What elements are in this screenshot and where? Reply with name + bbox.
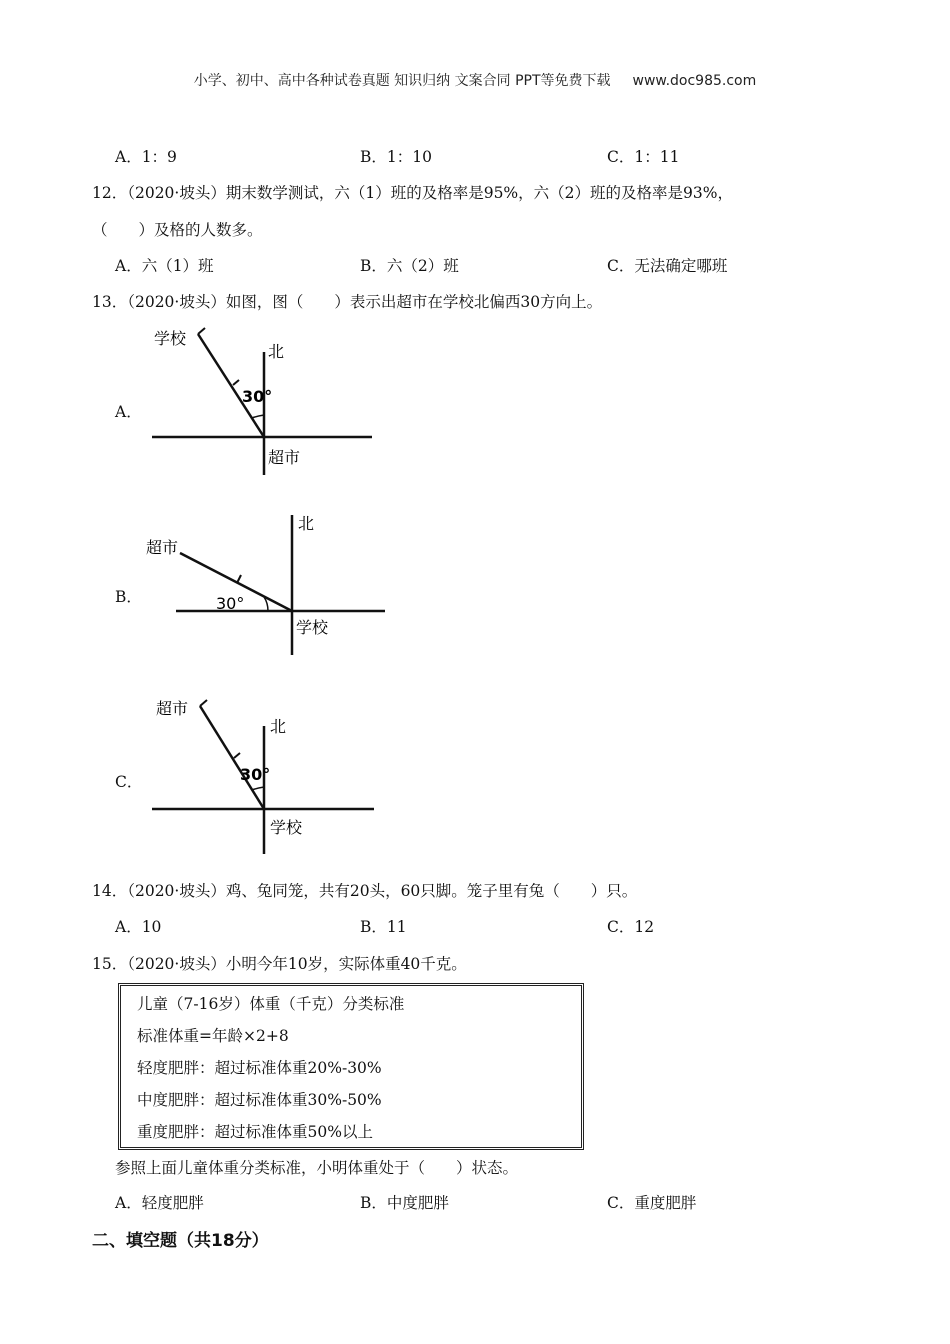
fig-a-ray-tick xyxy=(198,328,205,334)
q15-stem: 15．（2020·坡头）小明今年10岁，实际体重40千克。 xyxy=(92,955,467,973)
q13-figure-b[interactable] xyxy=(140,505,390,665)
section-title: 二、填空题（共18分） xyxy=(92,1231,269,1251)
table-line-title: 儿童（7-16岁）体重（千克）分类标准 xyxy=(137,995,405,1013)
fig-a-direction-ray xyxy=(198,334,264,437)
fig-b-north-label: 北 xyxy=(298,514,315,533)
fig-a-north-label: 北 xyxy=(268,342,285,361)
fig-b-origin-label: 学校 xyxy=(296,618,329,637)
fig-a-end-label: 学校 xyxy=(154,329,187,348)
fig-c-ray-tick xyxy=(200,700,207,706)
table-line-standard: 标准体重=年龄×2+8 xyxy=(137,1027,289,1045)
q11-option-a[interactable]: A．1：9 xyxy=(115,148,177,166)
fig-a-origin-label: 超市 xyxy=(268,448,301,467)
fig-c-ray-mark xyxy=(234,753,240,758)
q13-option-b-label[interactable]: B． xyxy=(115,588,142,606)
fig-a-angle-label: 30° xyxy=(242,387,273,406)
fig-a-ray-mark xyxy=(233,380,239,385)
q14-option-a[interactable]: A．10 xyxy=(115,918,162,936)
fig-c-origin-label: 学校 xyxy=(270,818,303,837)
header-text: 小学、初中、高中各种试卷真题 知识归纳 文案合同 PPT等免费下载 xyxy=(193,73,611,89)
q12-stem-line2: （ ）及格的人数多。 xyxy=(92,221,263,239)
fig-c-end-label: 超市 xyxy=(156,699,189,718)
header-site: www.doc985.com xyxy=(632,73,757,89)
page-header xyxy=(0,70,950,90)
q15-option-c[interactable]: C．重度肥胖 xyxy=(607,1194,697,1212)
fig-c-angle-arc xyxy=(252,787,264,790)
q14-stem: 14．（2020·坡头）鸡、兔同笼，共有20头，60只脚。笼子里有兔（ ）只。 xyxy=(92,882,638,900)
q14-option-c[interactable]: C．12 xyxy=(607,918,655,936)
q12-stem-line1: 12．（2020·坡头）期末数学测试，六（1）班的及格率是95%，六（2）班的及格率是93%， xyxy=(92,184,733,202)
fig-b-ray-mark xyxy=(237,575,241,583)
q15-option-b[interactable]: B．中度肥胖 xyxy=(360,1194,449,1212)
fig-c-angle-label: 30° xyxy=(240,765,271,784)
table-line-mild: 轻度肥胖：超过标准体重20%-30% xyxy=(137,1059,382,1077)
q12-option-a[interactable]: A．六（1）班 xyxy=(115,257,214,275)
fig-c-north-label: 北 xyxy=(270,717,287,736)
q11-option-c[interactable]: C．1：11 xyxy=(607,148,680,166)
fig-a-angle-arc xyxy=(252,415,264,418)
q13-option-c-label[interactable]: C． xyxy=(115,773,143,791)
fig-c-direction-ray xyxy=(200,706,264,809)
q15-weight-standard-table xyxy=(118,983,584,1150)
q15-question: 参照上面儿童体重分类标准，小明体重处于（ ）状态。 xyxy=(115,1159,519,1177)
fig-b-end-label: 超市 xyxy=(146,538,179,557)
q12-option-b[interactable]: B．六（2）班 xyxy=(360,257,459,275)
q13-stem: 13．（2020·坡头）如图，图（ ）表示出超市在学校北偏西30方向上。 xyxy=(92,293,603,311)
q11-option-b[interactable]: B．1：10 xyxy=(360,148,432,166)
q13-figure-a[interactable] xyxy=(140,320,390,480)
fig-b-angle-label: 30° xyxy=(216,594,245,613)
table-line-moderate: 中度肥胖：超过标准体重30%-50% xyxy=(137,1091,382,1109)
table-line-severe: 重度肥胖：超过标准体重50%以上 xyxy=(137,1123,373,1141)
q12-option-c[interactable]: C．无法确定哪班 xyxy=(607,257,728,275)
q14-option-b[interactable]: B．11 xyxy=(360,918,407,936)
q15-option-a[interactable]: A．轻度肥胖 xyxy=(115,1194,204,1212)
q13-figure-c[interactable] xyxy=(140,690,390,860)
q13-option-a-label[interactable]: A． xyxy=(115,403,142,421)
